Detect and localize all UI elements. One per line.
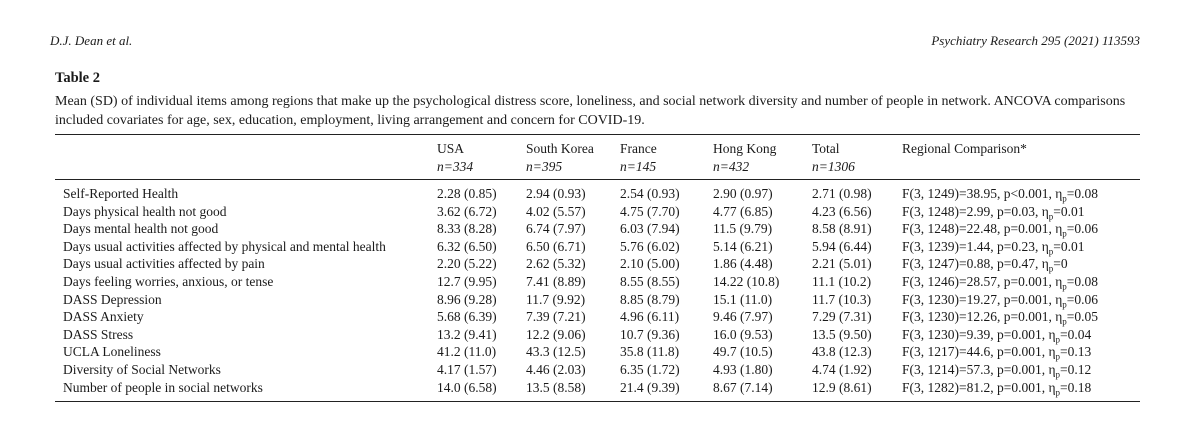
eta-subscript: p xyxy=(1055,369,1061,380)
col-name: Hong Kong xyxy=(713,141,777,156)
col-head-total xyxy=(812,140,855,176)
eta-subscript: p xyxy=(1062,316,1067,327)
table-row xyxy=(0,255,1200,273)
eta-value: =0.01 xyxy=(1053,238,1085,254)
eta-subscript: p xyxy=(1062,299,1067,310)
eta-subscript: p xyxy=(1062,281,1067,292)
row-label: Days usual activities affected by pain xyxy=(63,256,265,272)
row-label: Days mental health not good xyxy=(63,221,219,237)
cell-south-korea: 4.02 (5.57) xyxy=(526,203,586,219)
table-row xyxy=(0,361,1200,379)
cell-france: 35.8 (11.8) xyxy=(620,344,680,360)
table-row xyxy=(0,203,1200,221)
eta-subscript: p xyxy=(1048,211,1054,222)
cell-usa: 6.32 (6.50) xyxy=(437,238,497,254)
row-label: DASS Depression xyxy=(63,291,162,307)
f-stat: F(3, 1246)=28.57, p=0.001, η xyxy=(902,274,1063,289)
f-stat: F(3, 1248)=2.99, p=0.03, η xyxy=(902,203,1049,219)
row-label: Number of people in social networks xyxy=(63,379,263,395)
cell-south-korea: 4.46 (2.03) xyxy=(526,362,586,377)
f-stat: F(3, 1248)=22.48, p=0.001, η xyxy=(902,221,1063,237)
cell-total: 12.9 (8.61) xyxy=(812,379,872,395)
f-stat: F(3, 1230)=9.39, p=0.001, η xyxy=(902,326,1056,342)
eta-subscript: p xyxy=(1055,334,1061,345)
cell-hong-kong: 8.67 (7.14) xyxy=(713,379,773,395)
f-stat: F(3, 1230)=12.26, p=0.001, η xyxy=(902,309,1063,325)
eta-subscript: p xyxy=(1062,228,1067,239)
f-stat: F(3, 1239)=1.44, p=0.23, η xyxy=(902,238,1049,254)
cell-south-korea: 7.39 (7.21) xyxy=(526,309,586,325)
cell-total: 4.74 (1.92) xyxy=(812,362,872,377)
cell-france: 5.76 (6.02) xyxy=(620,238,680,254)
col-name: USA xyxy=(437,141,465,156)
cell-usa: 14.0 (6.58) xyxy=(437,379,497,395)
cell-total: 13.5 (9.50) xyxy=(812,326,872,342)
table-bottom-rule xyxy=(55,401,1140,402)
col-n: n=145 xyxy=(620,159,657,174)
eta-subscript: p xyxy=(1055,352,1061,363)
cell-france: 8.85 (8.79) xyxy=(620,291,680,307)
cell-total: 11.7 (10.3) xyxy=(812,291,872,307)
f-stat: F(3, 1230)=19.27, p=0.001, η xyxy=(902,291,1063,307)
cell-south-korea: 43.3 (12.5) xyxy=(526,344,586,360)
f-stat: F(3, 1214)=57.3, p=0.001, η xyxy=(902,362,1056,377)
table-row xyxy=(0,185,1200,203)
cell-usa: 8.33 (8.28) xyxy=(437,221,497,237)
eta-subscript: p xyxy=(1048,246,1054,257)
cell-france: 4.96 (6.11) xyxy=(620,309,680,325)
table-row xyxy=(0,379,1200,397)
row-label: Diversity of Social Networks xyxy=(63,362,221,377)
cell-south-korea: 6.50 (6.71) xyxy=(526,238,586,254)
col-head-regional-comparison xyxy=(902,140,1027,158)
row-label: DASS Stress xyxy=(63,326,134,342)
cell-france: 6.35 (1.72) xyxy=(620,362,680,377)
f-stat: F(3, 1247)=0.88, p=0.47, η xyxy=(902,256,1049,272)
eta-value: =0 xyxy=(1053,256,1068,272)
row-label: Days feeling worries, anxious, or tense xyxy=(63,274,274,289)
cell-south-korea: 7.41 (8.89) xyxy=(526,274,586,289)
col-n: n=334 xyxy=(437,159,474,174)
cell-france: 6.03 (7.94) xyxy=(620,221,680,237)
cell-south-korea: 6.74 (7.97) xyxy=(526,221,586,237)
eta-value: =0.12 xyxy=(1060,362,1092,377)
cell-france: 2.10 (5.00) xyxy=(620,256,680,272)
journal-header: Psychiatry Research 295 (2021) 113593 xyxy=(931,33,1140,48)
cell-france: 8.55 (8.55) xyxy=(620,274,680,289)
eta-value: =0.08 xyxy=(1066,274,1099,289)
cell-total: 11.1 (10.2) xyxy=(812,274,872,289)
cell-south-korea: 2.94 (0.93) xyxy=(526,186,586,201)
cell-hong-kong: 11.5 (9.79) xyxy=(713,221,773,237)
cell-hong-kong: 16.0 (9.53) xyxy=(713,326,773,342)
cell-south-korea: 2.62 (5.32) xyxy=(526,256,586,272)
cell-total: 2.21 (5.01) xyxy=(812,256,872,272)
cell-hong-kong: 2.90 (0.97) xyxy=(713,186,773,201)
cell-hong-kong: 9.46 (7.97) xyxy=(713,309,773,325)
col-head-france xyxy=(620,140,657,176)
cell-usa: 3.62 (6.72) xyxy=(437,203,497,219)
eta-value: =0.06 xyxy=(1066,291,1099,307)
table-top-rule xyxy=(55,134,1140,135)
cell-hong-kong: 4.77 (6.85) xyxy=(713,203,773,219)
cell-usa: 8.96 (9.28) xyxy=(437,291,497,307)
cell-france: 4.75 (7.70) xyxy=(620,203,680,219)
cell-france: 10.7 (9.36) xyxy=(620,326,680,342)
col-n: n=395 xyxy=(526,159,563,174)
f-stat: F(3, 1282)=81.2, p=0.001, η xyxy=(902,379,1056,395)
col-name: Total xyxy=(812,141,840,156)
eta-value: =0.04 xyxy=(1060,326,1092,342)
cell-usa: 2.20 (5.22) xyxy=(437,256,497,272)
table-caption: Mean (SD) of individual items among regions that make up the psychological distress score, loneliness, and social network diversity and number of people in network. ANCOVA comparisons included covariates for age, sex, education, employment, living arrangement and concern for COVID-19. xyxy=(55,94,1126,128)
table-row xyxy=(0,308,1200,326)
eta-subscript: p xyxy=(1055,387,1061,398)
cell-south-korea: 12.2 (9.06) xyxy=(526,326,586,342)
row-label: UCLA Loneliness xyxy=(63,344,161,360)
f-stat: F(3, 1249)=38.95, p<0.001, η xyxy=(902,186,1063,201)
cell-south-korea: 13.5 (8.58) xyxy=(526,379,586,395)
eta-value: =0.18 xyxy=(1060,379,1092,395)
row-label: Days physical health not good xyxy=(63,203,227,219)
row-label: Self-Reported Health xyxy=(63,186,179,201)
eta-value: =0.05 xyxy=(1066,309,1099,325)
cell-france: 21.4 (9.39) xyxy=(620,379,680,395)
table-label: Table 2 xyxy=(55,70,100,86)
col-head-south-korea xyxy=(526,140,594,176)
eta-value: =0.06 xyxy=(1066,221,1099,237)
cell-total: 7.29 (7.31) xyxy=(812,309,872,325)
table-row xyxy=(0,291,1200,309)
eta-subscript: p xyxy=(1062,193,1067,204)
cell-total: 8.58 (8.91) xyxy=(812,221,872,237)
cell-hong-kong: 49.7 (10.5) xyxy=(713,344,773,360)
cell-total: 4.23 (6.56) xyxy=(812,203,872,219)
cell-usa: 13.2 (9.41) xyxy=(437,326,497,342)
cell-south-korea: 11.7 (9.92) xyxy=(526,291,586,307)
table-row xyxy=(0,273,1200,291)
table-row xyxy=(0,238,1200,256)
col-name: France xyxy=(620,141,657,156)
cell-hong-kong: 5.14 (6.21) xyxy=(713,238,773,254)
table-row xyxy=(0,343,1200,361)
cell-comparison xyxy=(902,379,1091,402)
row-label: Days usual activities affected by physical and mental health xyxy=(63,238,386,254)
cell-hong-kong: 14.22 (10.8) xyxy=(713,274,780,289)
cell-total: 2.71 (0.98) xyxy=(812,186,872,201)
eta-subscript: p xyxy=(1048,264,1054,275)
cell-usa: 12.7 (9.95) xyxy=(437,274,497,289)
col-name: South Korea xyxy=(526,141,594,156)
col-name: Regional Comparison* xyxy=(902,141,1027,156)
cell-hong-kong: 15.1 (11.0) xyxy=(713,291,773,307)
cell-hong-kong: 1.86 (4.48) xyxy=(713,256,773,272)
row-label: DASS Anxiety xyxy=(63,309,144,325)
table-row xyxy=(0,220,1200,238)
col-head-hong-kong xyxy=(713,140,776,176)
cell-usa: 41.2 (11.0) xyxy=(437,344,497,360)
f-stat: F(3, 1217)=44.6, p=0.001, η xyxy=(902,344,1056,360)
eta-value: =0.13 xyxy=(1060,344,1092,360)
cell-usa: 5.68 (6.39) xyxy=(437,309,497,325)
cell-total: 5.94 (6.44) xyxy=(812,238,872,254)
eta-value: =0.01 xyxy=(1053,203,1085,219)
col-head-usa xyxy=(437,140,473,176)
eta-value: =0.08 xyxy=(1066,186,1099,201)
col-n: n=432 xyxy=(713,159,750,174)
table-header-rule xyxy=(55,179,1140,180)
running-header xyxy=(50,33,1140,49)
author-header: D.J. Dean et al. xyxy=(50,33,133,48)
cell-usa: 4.17 (1.57) xyxy=(437,362,497,377)
cell-france: 2.54 (0.93) xyxy=(620,186,680,201)
col-n: n=1306 xyxy=(812,159,855,174)
cell-hong-kong: 4.93 (1.80) xyxy=(713,362,773,377)
cell-usa: 2.28 (0.85) xyxy=(437,186,497,201)
table-row xyxy=(0,326,1200,344)
cell-total: 43.8 (12.3) xyxy=(812,344,872,360)
